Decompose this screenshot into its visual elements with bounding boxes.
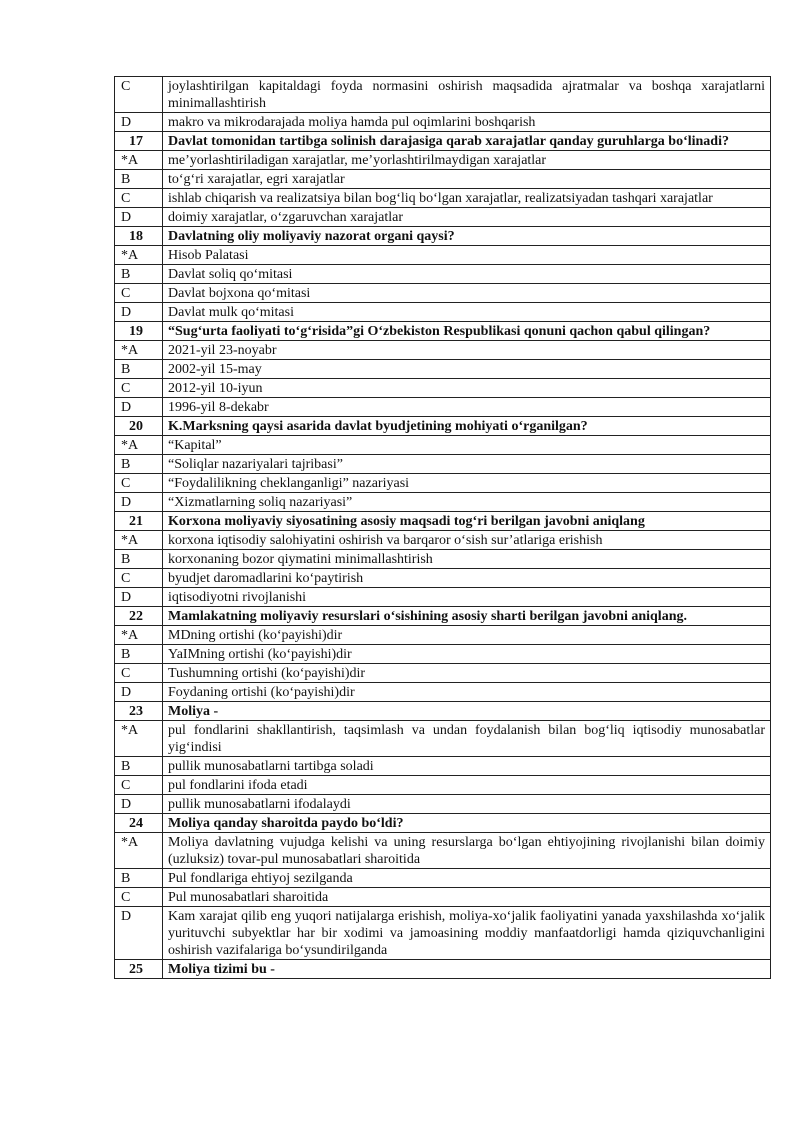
option-key: C (115, 664, 163, 683)
option-text: Foydaning ortishi (ko‘payishi)dir (163, 683, 771, 702)
answer-option-row (115, 721, 771, 757)
answer-option-row (115, 626, 771, 645)
option-text: “Kapital” (163, 436, 771, 455)
option-key: *A (115, 341, 163, 360)
option-text: korxonaning bozor qiymatini minimallashtirish (163, 550, 771, 569)
answer-option-row (115, 360, 771, 379)
option-text: pullik munosabatlarni ifodalaydi (163, 795, 771, 814)
option-text: “Soliqlar nazariyalari tajribasi” (163, 455, 771, 474)
answer-option-row (115, 645, 771, 664)
option-key: D (115, 493, 163, 512)
option-key: C (115, 189, 163, 208)
answer-option-row (115, 341, 771, 360)
option-key: D (115, 113, 163, 132)
option-text: 2021-yil 23-noyabr (163, 341, 771, 360)
answer-option-row (115, 888, 771, 907)
option-text: 2012-yil 10-iyun (163, 379, 771, 398)
answer-option-row (115, 531, 771, 550)
option-key: D (115, 588, 163, 607)
answer-option-row (115, 869, 771, 888)
option-text: Hisob Palatasi (163, 246, 771, 265)
option-text: byudjet daromadlarini ko‘paytirish (163, 569, 771, 588)
option-key: B (115, 757, 163, 776)
question-row (115, 417, 771, 436)
answer-option-row (115, 170, 771, 189)
option-key: D (115, 303, 163, 322)
option-key: C (115, 569, 163, 588)
question-row (115, 814, 771, 833)
option-key: B (115, 265, 163, 284)
question-number: 24 (115, 814, 163, 833)
answer-option-row (115, 664, 771, 683)
question-number: 23 (115, 702, 163, 721)
question-text: “Sug‘urta faoliyati to‘g‘risida”gi O‘zbekiston Respublikasi qonuni qachon qabul qilingan? (163, 322, 771, 341)
answer-option-row (115, 303, 771, 322)
option-text: Moliya davlatning vujudga kelishi va uning resurslarga bo‘lgan ehtiyojining rivojlanishi bilan doimiy (uzluksiz) tovar-pul munosabatlari sharoitida (163, 833, 771, 869)
answer-option-row (115, 208, 771, 227)
answer-option-row (115, 907, 771, 960)
quiz-table (114, 76, 771, 979)
question-number: 17 (115, 132, 163, 151)
answer-option-row (115, 683, 771, 702)
option-key: B (115, 170, 163, 189)
option-key: B (115, 869, 163, 888)
option-key: *A (115, 721, 163, 757)
option-key: C (115, 77, 163, 113)
option-key: *A (115, 246, 163, 265)
question-text: Moliya qanday sharoitda paydo bo‘ldi? (163, 814, 771, 833)
option-text: Davlat bojxona qo‘mitasi (163, 284, 771, 303)
option-key: C (115, 474, 163, 493)
option-key: B (115, 360, 163, 379)
option-key: B (115, 455, 163, 474)
option-key: *A (115, 626, 163, 645)
answer-option-row (115, 436, 771, 455)
option-text: makro va mikrodarajada moliya hamda pul oqimlarini boshqarish (163, 113, 771, 132)
answer-option-row (115, 776, 771, 795)
option-text: pullik munosabatlarni tartibga soladi (163, 757, 771, 776)
option-text: Kam xarajat qilib eng yuqori natijalarga erishish, moliya-xo‘jalik faoliyatini yanada yaxshilashda xo‘jalik yurituvchi subyektlar har bir xodimi va jamoasining moddiy manfaatdorligi hamda qiziquvchanligini oshirish vazifalariga bo‘ysundirilganda (163, 907, 771, 960)
option-text: Pul fondlariga ehtiyoj sezilganda (163, 869, 771, 888)
question-text: Davlatning oliy moliyaviy nazorat organi qaysi? (163, 227, 771, 246)
option-text: to‘g‘ri xarajatlar, egri xarajatlar (163, 170, 771, 189)
answer-option-row (115, 550, 771, 569)
question-text: Moliya - (163, 702, 771, 721)
answer-option-row (115, 588, 771, 607)
answer-option-row (115, 265, 771, 284)
option-key: *A (115, 436, 163, 455)
question-number: 20 (115, 417, 163, 436)
option-text: Tushumning ortishi (ko‘payishi)dir (163, 664, 771, 683)
option-text: MDning ortishi (ko‘payishi)dir (163, 626, 771, 645)
question-row (115, 512, 771, 531)
option-text: Davlat mulk qo‘mitasi (163, 303, 771, 322)
answer-option-row (115, 113, 771, 132)
option-key: C (115, 379, 163, 398)
question-row (115, 702, 771, 721)
question-number: 22 (115, 607, 163, 626)
option-key: D (115, 208, 163, 227)
answer-option-row (115, 189, 771, 208)
option-key: D (115, 398, 163, 417)
answer-option-row (115, 398, 771, 417)
answer-option-row (115, 151, 771, 170)
option-text: Davlat soliq qo‘mitasi (163, 265, 771, 284)
answer-option-row (115, 493, 771, 512)
option-text: pul fondlarini ifoda etadi (163, 776, 771, 795)
question-row (115, 322, 771, 341)
option-text: YaIMning ortishi (ko‘payishi)dir (163, 645, 771, 664)
option-key: D (115, 907, 163, 960)
option-key: C (115, 888, 163, 907)
question-text: Mamlakatning moliyaviy resurslari o‘sishining asosiy sharti berilgan javobni aniqlang. (163, 607, 771, 626)
option-key: B (115, 550, 163, 569)
option-text: “Xizmatlarning soliq nazariyasi” (163, 493, 771, 512)
answer-option-row (115, 569, 771, 588)
option-text: “Foydalilikning cheklanganligi” nazariyasi (163, 474, 771, 493)
answer-option-row (115, 246, 771, 265)
question-text: Moliya tizimi bu - (163, 960, 771, 979)
option-key: *A (115, 151, 163, 170)
option-text: doimiy xarajatlar, o‘zgaruvchan xarajatlar (163, 208, 771, 227)
quiz-table-body (115, 77, 771, 979)
option-key: C (115, 284, 163, 303)
option-text: pul fondlarini shakllantirish, taqsimlash va undan foydalanish bilan bog‘liq iqtisodiy munosabatlar yig‘indisi (163, 721, 771, 757)
answer-option-row (115, 284, 771, 303)
question-text: Korxona moliyaviy siyosatining asosiy maqsadi tog‘ri berilgan javobni aniqlang (163, 512, 771, 531)
option-key: *A (115, 833, 163, 869)
answer-option-row (115, 455, 771, 474)
option-text: ishlab chiqarish va realizatsiya bilan bog‘liq bo‘lgan xarajatlar, realizatsiyadan tashqari xarajatlar (163, 189, 771, 208)
question-number: 18 (115, 227, 163, 246)
option-key: D (115, 795, 163, 814)
option-text: 1996-yil 8-dekabr (163, 398, 771, 417)
question-text: K.Marksning qaysi asarida davlat byudjetining mohiyati oʻrganilgan? (163, 417, 771, 436)
answer-option-row (115, 833, 771, 869)
question-row (115, 227, 771, 246)
option-key: *A (115, 531, 163, 550)
option-text: me’yorlashtiriladigan xarajatlar, me’yorlashtirilmaydigan xarajatlar (163, 151, 771, 170)
answer-option-row (115, 379, 771, 398)
option-text: 2002-yil 15-may (163, 360, 771, 379)
option-text: iqtisodiyotni rivojlanishi (163, 588, 771, 607)
question-number: 25 (115, 960, 163, 979)
question-row (115, 960, 771, 979)
question-row (115, 132, 771, 151)
question-text: Davlat tomonidan tartibga solinish darajasiga qarab xarajatlar qanday guruhlarga bo‘linadi? (163, 132, 771, 151)
option-text: joylashtirilgan kapitaldagi foyda normasini oshirish maqsadida ajratmalar va boshqa xarajatlarni minimallashtirish (163, 77, 771, 113)
answer-option-row (115, 77, 771, 113)
question-row (115, 607, 771, 626)
option-key: C (115, 776, 163, 795)
answer-option-row (115, 474, 771, 493)
question-number: 19 (115, 322, 163, 341)
option-key: D (115, 683, 163, 702)
option-key: B (115, 645, 163, 664)
question-number: 21 (115, 512, 163, 531)
option-text: Pul munosabatlari sharoitida (163, 888, 771, 907)
answer-option-row (115, 795, 771, 814)
answer-option-row (115, 757, 771, 776)
option-text: korxona iqtisodiy salohiyatini oshirish va barqaror o‘sish sur’atlariga erishish (163, 531, 771, 550)
